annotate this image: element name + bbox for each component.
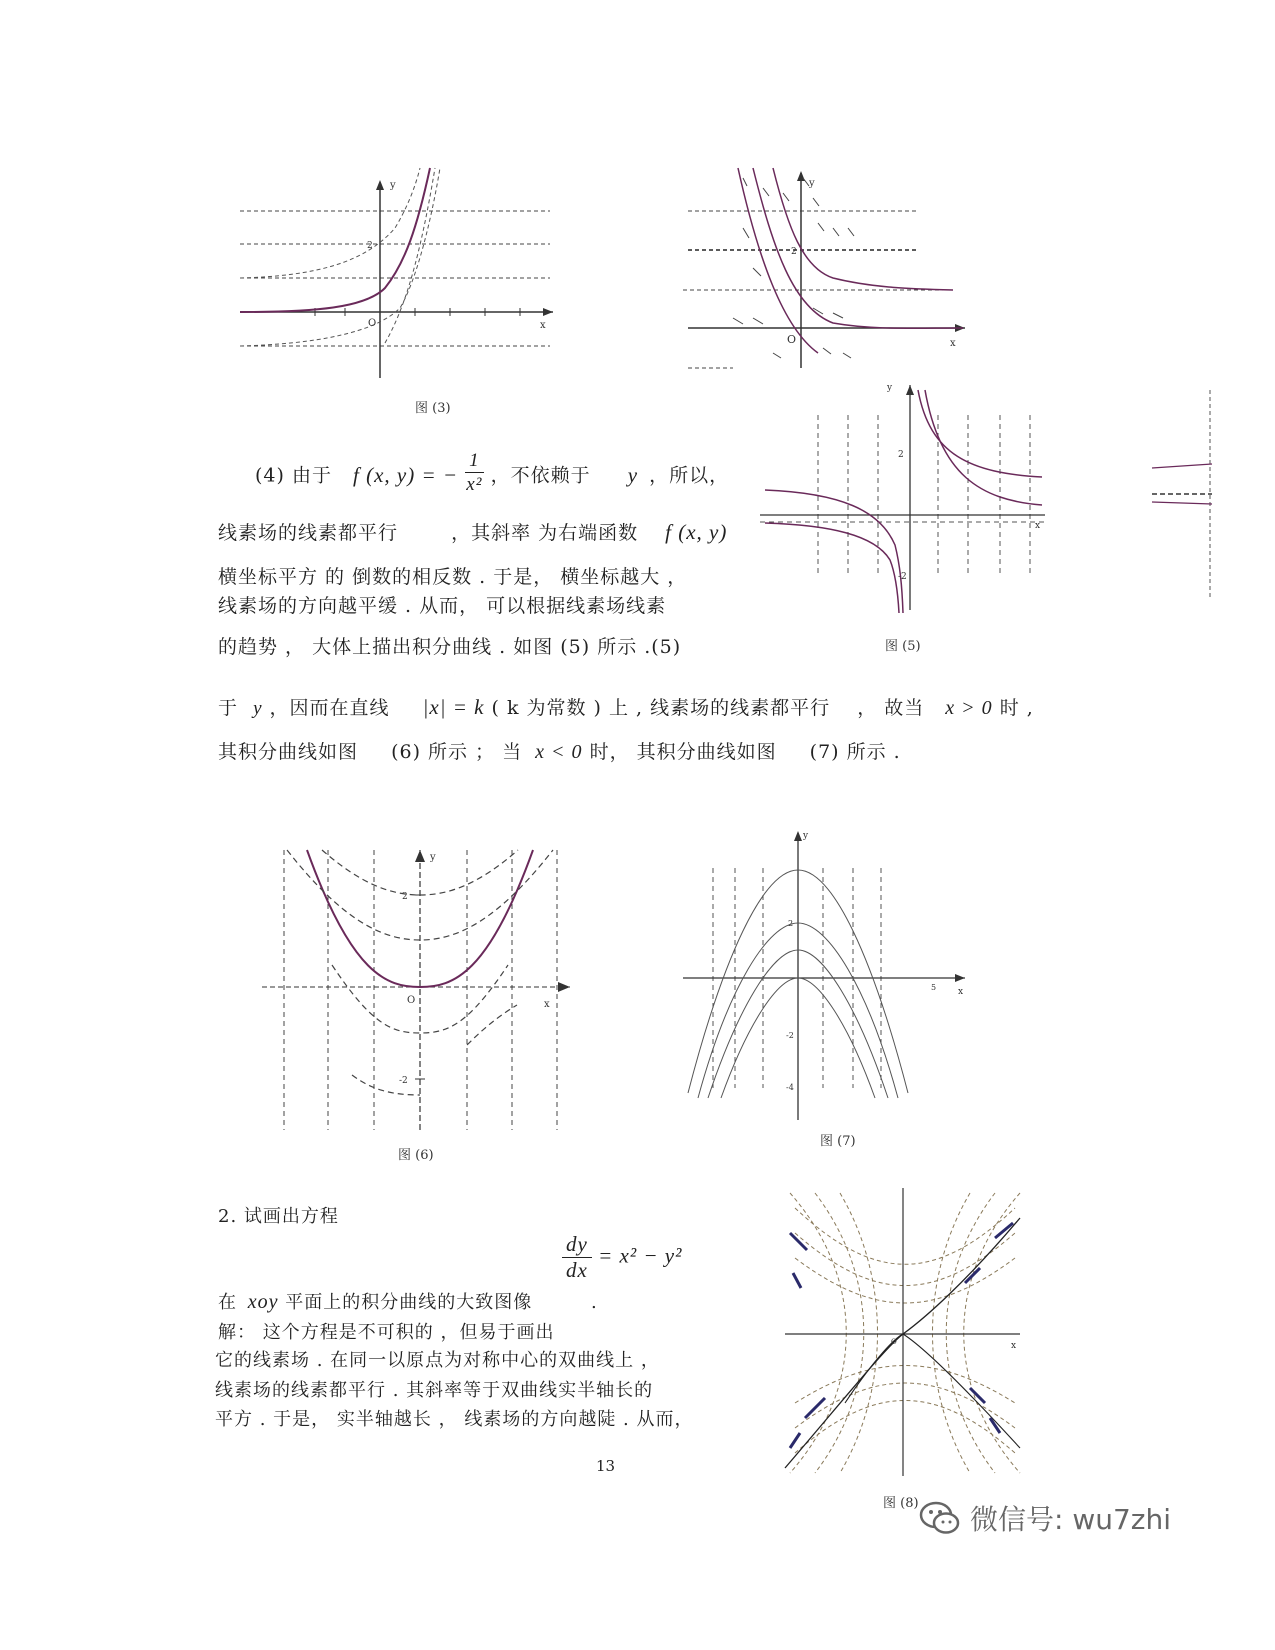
p4-line6e: ( k 为常数 ) 上 , 线素场的线素都平行 xyxy=(491,697,831,719)
figure-7-plot xyxy=(683,828,973,1123)
problem-2-title: 2. 试画出方程 xyxy=(218,1206,339,1227)
figure-8-plot xyxy=(785,1188,1025,1478)
p4-line7c: x < 0 xyxy=(535,741,583,763)
p4-formula-lhs: f (x, y) = − xyxy=(353,462,459,487)
tick-label: 2 xyxy=(402,892,408,902)
figure-3-right-plot xyxy=(683,168,973,378)
p4-line6f: ， 故当 xyxy=(857,697,925,719)
problem-2-line-3: 它的线素场 . 在同一以原点为对称中心的双曲线上 ， xyxy=(215,1350,660,1371)
figure-3-left-plot xyxy=(235,168,555,398)
p2-line1d: . xyxy=(590,1292,598,1313)
tick-label: -2 xyxy=(898,572,907,582)
origin-label: O xyxy=(407,995,416,1006)
figure-6-plot xyxy=(262,845,572,1135)
p4-line6g: x > 0 xyxy=(945,697,993,719)
tick-label: 2 xyxy=(898,450,904,460)
p4-line6a: 于 xyxy=(218,697,239,719)
axis-label-y: y xyxy=(430,852,436,863)
p4-line6c: ，因而在直线 xyxy=(269,697,390,719)
problem-2-line-4: 线素场的线素都平行 . 其斜率等于双曲线实半轴长的 xyxy=(215,1380,654,1401)
watermark xyxy=(918,1496,1258,1542)
axis-label-x: x xyxy=(950,338,956,349)
p4-frac-den: x² xyxy=(466,474,483,495)
tick-label: 2 xyxy=(788,919,794,928)
tick-label: -2 xyxy=(786,1031,794,1040)
paragraph-4-line-5: 的趋势 ， 大体上描出积分曲线 . 如图 (5) 所示 .(5) xyxy=(218,636,682,658)
paragraph-4-line-6 xyxy=(218,697,1034,718)
axis-label-y: y xyxy=(803,831,809,841)
eq-num: dy xyxy=(562,1234,592,1258)
p4-line6d: |x| = k xyxy=(422,695,485,719)
caption-fig8: 图 (8) xyxy=(883,1496,919,1511)
p4-line7a: 其积分曲线如图 xyxy=(218,741,359,763)
axis-label-x: x xyxy=(1035,521,1041,531)
axis-label-x: x xyxy=(958,987,964,997)
eq-den: dx xyxy=(566,1258,588,1282)
p2-line1a: 在 xyxy=(218,1292,237,1313)
axis-label-y: y xyxy=(887,383,893,393)
tick-label: -4 xyxy=(786,1083,794,1092)
wechat-icon xyxy=(918,1498,962,1538)
eq-rhs: = x² − y² xyxy=(598,1243,683,1268)
origin-label: O xyxy=(891,1338,897,1346)
axis-label-y: y xyxy=(390,180,396,191)
caption-fig3: 图 (3) xyxy=(415,401,451,416)
tick-label: 2 xyxy=(791,247,797,257)
paragraph-4-line-3: 横坐标平方 的 倒数的相反数 . 于是， 横坐标越大 ， xyxy=(218,566,688,588)
paragraph-4-line-7 xyxy=(218,742,901,762)
paragraph-4-line-1 xyxy=(255,450,730,498)
tick-label: 5 xyxy=(931,983,937,992)
p4-line2-fn: f (x, y) xyxy=(665,520,728,544)
p4-line7d: 时， 其积分曲线如图 xyxy=(589,741,777,763)
figure-5-plot xyxy=(760,385,1060,615)
p2-line1b: xoy xyxy=(247,1291,279,1313)
p4-line6b: y xyxy=(253,698,263,719)
p4-var-y: y xyxy=(627,462,639,487)
problem-2-line-5: 平方 . 于是， 实半轴越长 ， 线素场的方向越陡 . 从而， xyxy=(215,1409,694,1430)
p4-fraction xyxy=(465,451,484,494)
p4-mid: ，不依赖于 xyxy=(490,464,591,487)
page-number: 13 xyxy=(596,1457,616,1475)
watermark-text: 微信号: wu7zhi xyxy=(970,1503,1172,1536)
axis-label-x: x xyxy=(1011,1341,1017,1351)
p4-suffix: ，所以， xyxy=(649,464,730,487)
paragraph-4-line-2 xyxy=(218,522,727,543)
caption-fig7: 图 (7) xyxy=(820,1134,856,1149)
origin-label: O xyxy=(787,333,797,346)
caption-fig5: 图 (5) xyxy=(885,639,921,654)
p4-line7e: (7) 所示 . xyxy=(809,741,901,763)
axis-label-y: y xyxy=(809,178,815,189)
paragraph-4-line-4: 线素场的方向越平缓 . 从而， 可以根据线素场线素 xyxy=(218,595,667,617)
tick-label: 2 xyxy=(367,241,373,251)
p4-line6h: 时 , xyxy=(999,697,1034,719)
p4-prefix: (4) 由于 xyxy=(255,464,332,487)
tick-label: -2 xyxy=(399,1076,408,1086)
axis-label-x: x xyxy=(544,999,550,1010)
p4-line2a: 线素场的线素都平行 xyxy=(218,522,399,544)
p4-line2b: ，其斜率 为右端函数 xyxy=(451,522,639,544)
p4-frac-num: 1 xyxy=(465,451,484,473)
eq-fraction xyxy=(562,1234,592,1281)
problem-2-line-1 xyxy=(218,1292,598,1312)
axis-label-x: x xyxy=(540,320,546,331)
figure-edge-fragment xyxy=(1152,390,1212,600)
p2-line1c: 平面上的积分曲线的大致图像 xyxy=(285,1292,533,1313)
problem-2-equation xyxy=(562,1234,682,1281)
caption-fig6: 图 (6) xyxy=(398,1148,434,1163)
p4-line7b: (6) 所示 ； 当 xyxy=(391,741,523,763)
origin-label: O xyxy=(368,318,377,329)
problem-2-line-2: 解： 这个方程是不可积的 ，但易于画出 xyxy=(218,1322,555,1343)
